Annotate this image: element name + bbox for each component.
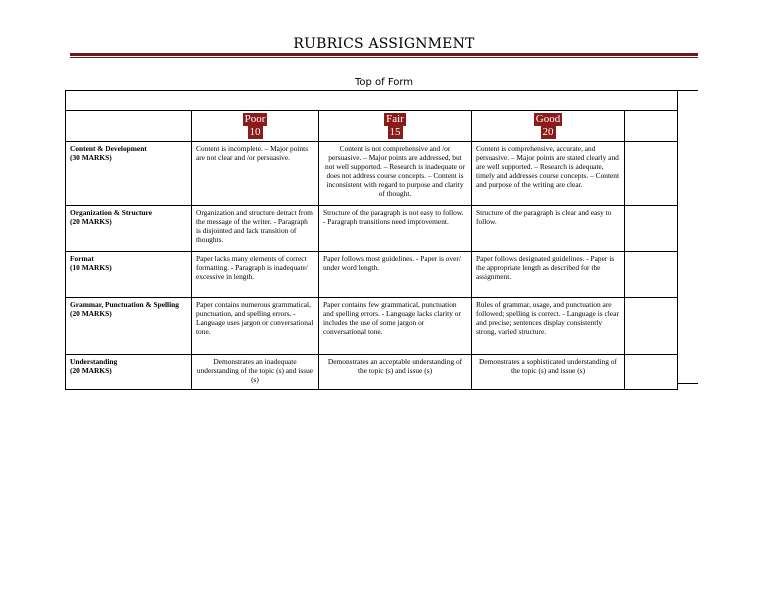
fair-description: Paper follows most guidelines. - Paper is over/ under word length. (319, 252, 472, 298)
header-empty-cell (66, 111, 192, 142)
fair-description: Paper contains few grammatical, punctuation and spelling errors. - Language lacks clarity or includes the use of some jargon or conversational tone. (319, 298, 472, 355)
criterion-name: Content & Development (70, 144, 147, 153)
good-description: Content is comprehensive, accurate, and persuasive. – Major points are stated clearly and are well supported. – Research is adequate, timely and addresses course concepts. – Content and purpose of the writing are clear. (472, 142, 625, 206)
title-rule-thick (70, 53, 698, 56)
blank-cell (66, 91, 678, 111)
table-row (66, 355, 678, 390)
table-bottom-extension (677, 383, 698, 384)
document-title: RUBRICS ASSIGNMENT (293, 36, 475, 52)
criterion-cell (66, 298, 192, 355)
criterion-marks: (10 MARKS) (70, 263, 112, 272)
level-header-poor (192, 111, 319, 142)
level-score: 10 (249, 126, 261, 138)
table-blank-row (66, 91, 678, 111)
good-description: Structure of the paragraph is clear and easy to follow. (472, 206, 625, 252)
poor-description: Paper contains numerous grammatical, punctuation, and spelling errors. - Language uses jargon or conversational tone. (192, 298, 319, 355)
table-top-extension (677, 90, 698, 91)
poor-description: Organization and structure detract from the message of the writer. - Paragraph is disjointed and lack transition of thoughts. (192, 206, 319, 252)
extra-cell (625, 142, 678, 206)
level-header-fair (319, 111, 472, 142)
table-row (66, 298, 678, 355)
poor-description: Content is incomplete. – Major points are not clear and /or persuasive. (192, 142, 319, 206)
table-row (66, 142, 678, 206)
fair-description: Content is not comprehensive and /or persuasive. – Major points are addressed, but not well supported. – Research is inadequate or does not address course concepts. – Content is inconsistent with regard to purpose and clarity of thought. (319, 142, 472, 206)
fair-description: Demonstrates an acceptable understanding of the topic (s) and issue (s) (319, 355, 472, 390)
level-name: Good (535, 113, 561, 125)
good-description: Rules of grammar, usage, and punctuation are followed; spelling is correct. - Language is clear and precise; sentences display consistently strong, varied structure. (472, 298, 625, 355)
rubric-table (65, 90, 678, 390)
fair-description: Structure of the paragraph is not easy to follow. - Paragraph transitions need improvement. (319, 206, 472, 252)
criterion-cell (66, 142, 192, 206)
criterion-name: Format (70, 254, 94, 263)
extra-cell (625, 298, 678, 355)
level-score: 15 (389, 126, 401, 138)
criterion-marks: (20 MARKS) (70, 366, 112, 375)
level-score: 20 (542, 126, 554, 138)
level-header-row (66, 111, 678, 142)
level-header-good (472, 111, 625, 142)
criterion-cell (66, 355, 192, 390)
criterion-cell (66, 206, 192, 252)
level-name: Poor (244, 113, 266, 125)
criterion-name: Understanding (70, 357, 118, 366)
extra-cell (625, 355, 678, 390)
table-row (66, 206, 678, 252)
good-description: Demonstrates a sophisticated understanding of the topic (s) and issue (s) (472, 355, 625, 390)
extra-cell (625, 252, 678, 298)
criterion-marks: (20 MARKS) (70, 309, 112, 318)
top-of-form-marker: Top of Form (354, 77, 414, 88)
criterion-name: Grammar, Punctuation & Spelling (70, 300, 179, 309)
poor-description: Demonstrates an inadequate understanding of the topic (s) and issue (s) (192, 355, 319, 390)
criterion-marks: (30 MARKS) (70, 153, 112, 162)
criterion-name: Organization & Structure (70, 208, 152, 217)
level-name: Fair (386, 113, 404, 125)
extra-cell (625, 206, 678, 252)
table-row (66, 252, 678, 298)
criterion-cell (66, 252, 192, 298)
header-extra-cell (625, 111, 678, 142)
criterion-marks: (20 MARKS) (70, 217, 112, 226)
title-rule-thin (70, 57, 698, 58)
good-description: Paper follows designated guidelines. - Paper is the appropriate length as described for the assignment. (472, 252, 625, 298)
poor-description: Paper lacks many elements of correct formatting. - Paragraph is inadequate/ excessive in length. (192, 252, 319, 298)
